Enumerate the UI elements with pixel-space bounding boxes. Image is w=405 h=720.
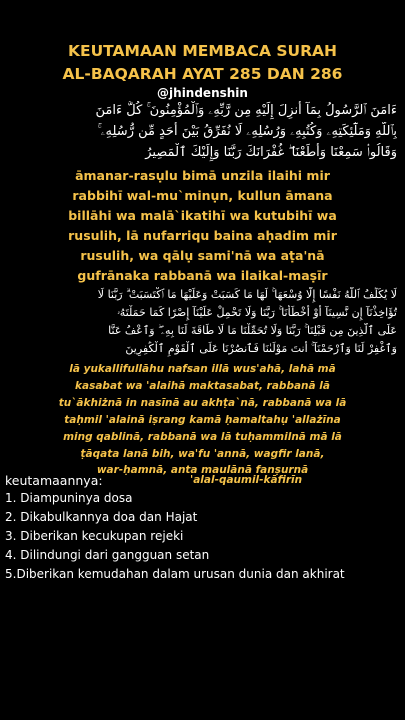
ayah-286-latin-last: 'alal-qaumil-kāfirīn — [190, 474, 303, 486]
ayah-286-latin-line: ṭāqata lanā bih, wa'fu 'annā, wagfir lanā, — [80, 448, 325, 460]
ayah-286-arabic-line: عَلَى ٱلَّذِينَ مِن قَبْلِنَا ۚ رَبَّنَا وَلَا تُحَمِّلْنَا مَا لَا طَاقَةَ لَنَا بِهِۦ ۖ وَٱعْفُ عَنَّا — [108, 324, 397, 337]
ayah-286-arabic-line: وَٱغْفِرْ لَنَا وَٱرْحَمْنَآ ۚ أَنتَ مَوْلَىٰنَا فَٱنصُرْنَا عَلَى ٱلْقَوْمِ ٱلْكَٰفِرِينَ — [125, 342, 397, 355]
benefit-item: 5.Diberikan kemudahan dalam urusan dunia dan akhirat — [5, 567, 345, 581]
ayah-286-latin-line: ming qablinā, rabbanā wa lā tuḥammilnā mā lā — [63, 431, 342, 443]
ayah-286-latin-line: taḥmil 'alainā iṣrang kamā ḥamaltahụ 'allażīna — [64, 414, 341, 426]
ayah-286-arabic-line: لَا يُكَلِّفُ ٱللَّهُ نَفْسًا إِلَّا وُسْعَهَا ۚ لَهَا مَا كَسَبَتْ وَعَلَيْهَا مَا ٱكْتَسَبَتْ ۗ رَبَّنَا لَا — [97, 288, 397, 301]
ayah-285-arabic-line: وَقَالُوا۟ سَمِعْنَا وَأَطَعْنَا ۖ غُفْرَانَكَ رَبَّنَا وَإِلَيْكَ ٱلْمَصِيرُ — [145, 145, 397, 160]
benefit-item: 1. Diampuninya dosa — [5, 491, 133, 505]
ayah-286-latin-line: tu`ākhiżnā in nasīnā au akhṭa`nā, rabbanā wa lā — [58, 397, 347, 409]
title-line-2: AL-BAQARAH AYAT 285 DAN 286 — [62, 65, 343, 83]
benefit-item: 3. Diberikan kecukupan rejeki — [5, 529, 184, 543]
benefits-heading: keutamaannya: — [5, 473, 103, 488]
ayah-285-latin-line: rusulih, lā nufarriqu baina aḥadim mir — [68, 228, 337, 243]
benefits-list — [5, 489, 400, 584]
ayah-285-arabic-line: ءَامَنَ ٱلرَّسُولُ بِمَآ أُنزِلَ إِلَيْهِ مِن رَّبِّهِۦ وَٱلْمُؤْمِنُونَ ۚ كُلٌّ ءَامَنَ — [95, 103, 397, 118]
ayah-286-latin-line: war-ḥamnā, anta maulānā fanṣurnā — [96, 464, 309, 476]
title-line-1: KEUTAMAAN MEMBACA SURAH — [67, 42, 337, 60]
ayah-285-latin-line: rabbihī wal-mu`minụn, kullun āmana — [72, 188, 333, 203]
ayah-286-latin-line: lā yukallifullāhu nafsan illā wus'ahā, lahā mā — [69, 363, 336, 375]
benefit-item: 4. Dilindungi dari gangguan setan — [5, 548, 210, 562]
ayah-286-latin-line: kasabat wa 'alaihā maktasabat, rabbanā lā — [75, 380, 330, 392]
creator-handle: @jhindenshin — [157, 86, 248, 100]
ayah-285-latin-line: billāhi wa malā`ikatihī wa kutubihī wa — [68, 208, 337, 223]
ayah-285-latin-line: gufrānaka rabbanā wa ilaikal-maṣīr — [77, 268, 328, 283]
ayah-286-arabic-line: تُؤَاخِذْنَآ إِن نَّسِينَآ أَوْ أَخْطَأْنَا ۚ رَبَّنَا وَلَا تَحْمِلْ عَلَيْنَآ إِصْرًا كَمَا حَمَلْتَهُۥ — [117, 306, 397, 319]
benefit-item: 2. Dikabulkannya doa dan Hajat — [5, 510, 198, 524]
ayah-285-latin-line: rusulih, wa qālụ sami'nā wa aṭa'nā — [80, 248, 325, 263]
ayah-285-latin-line: āmanar-rasụlu bimā unzila ilaihi mir — [75, 168, 330, 183]
ayah-285-arabic-line: بِٱللَّهِ وَمَلَٰٓئِكَتِهِۦ وَكُتُبِهِۦ وَرُسُلِهِۦ لَا نُفَرِّقُ بَيْنَ أَحَدٍ مِّن رُّسُلِهِۦ ۚ — [97, 124, 397, 139]
